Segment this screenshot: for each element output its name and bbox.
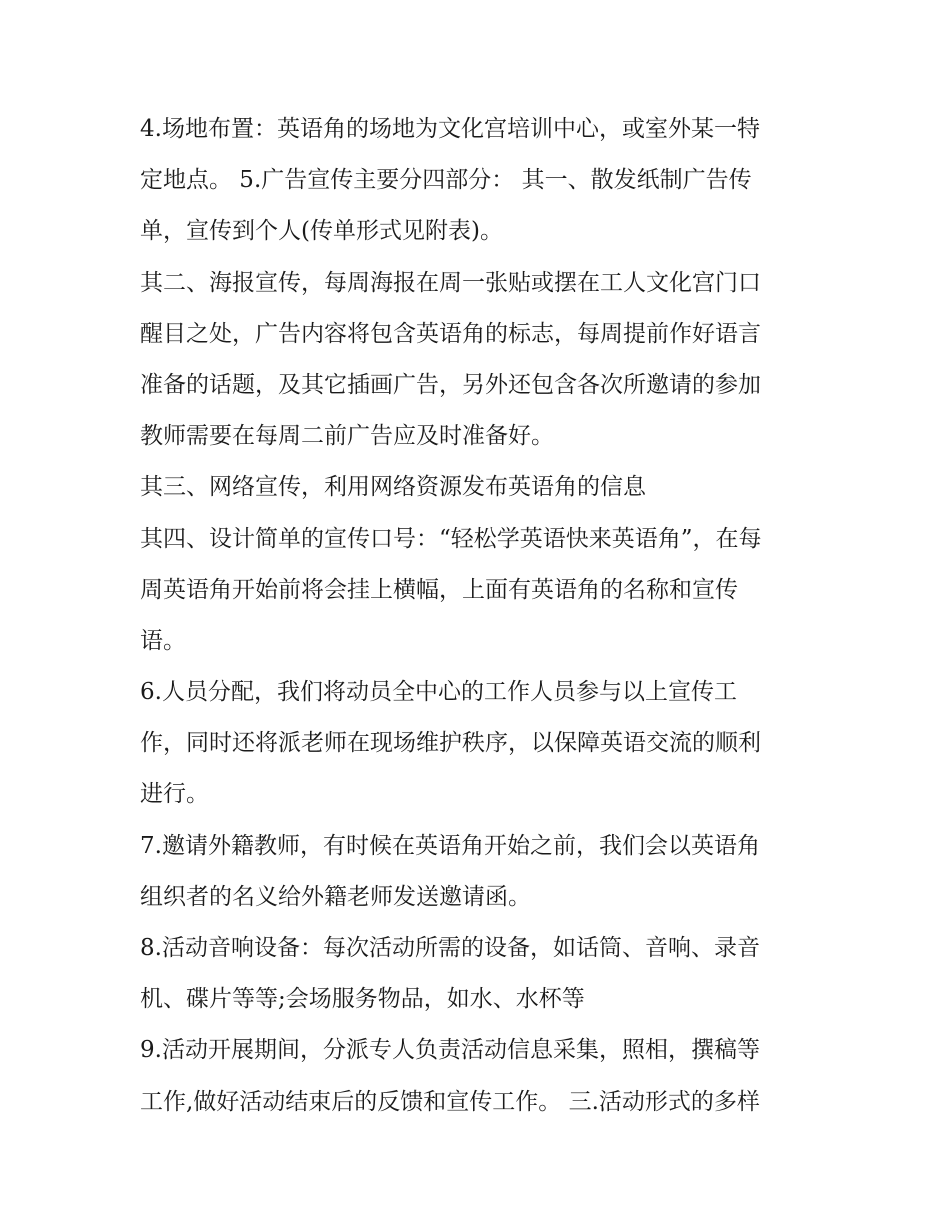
text-line: 作，同时还将派老师在现场维护秩序，以保障英语交流的顺利 [140, 730, 761, 757]
text-line: 其三、网络宣传，利用网络资源发布英语角的信息 [140, 474, 646, 501]
document-body [140, 104, 820, 1128]
text-line: 工作,做好活动结束后的反馈和宣传工作。 三.活动形式的多样 [140, 1088, 760, 1115]
text-line: 语。 [140, 627, 186, 654]
text-line: 准备的话题，及其它插画广告，另外还包含各次所邀请的参加 [140, 371, 761, 398]
text-line: 机、碟片等等;会场服务物品，如水、水杯等 [140, 986, 585, 1013]
text-line: 7.邀请外籍教师，有时候在英语角开始之前，我们会以英语角 [140, 832, 760, 859]
text-line: 单，宣传到个人(传单形式见附表)。 [140, 218, 503, 245]
text-line: 6.人员分配，我们将动员全中心的工作人员参与以上宣传工 [140, 679, 737, 706]
text-line: 其四、设计简单的宣传口号：“轻松学英语快来英语角”，在每 [140, 525, 762, 552]
text-line: 9.活动开展期间，分派专人负责活动信息采集，照相，撰稿等 [140, 1037, 760, 1064]
text-line: 4.场地布置：英语角的场地为文化宫培训中心，或室外某一特 [140, 116, 760, 142]
text-line: 周英语角开始前将会挂上横幅，上面有英语角的名称和宣传 [140, 576, 738, 603]
text-line: 组织者的名义给外籍老师发送邀请函。 [140, 883, 531, 910]
text-line: 教师需要在每周二前广告应及时准备好。 [140, 423, 554, 450]
text-line: 定地点。 5.广告宣传主要分四部分： 其一、散发纸制广告传 [140, 167, 752, 194]
text-line: 其二、海报宣传，每周海报在周一张贴或摆在工人文化宫门口 [140, 269, 761, 296]
text-line: 进行。 [140, 781, 209, 808]
text-line: 8.活动音响设备：每次活动所需的设备，如话筒、音响、录音 [140, 935, 760, 961]
text-line: 醒目之处，广告内容将包含英语角的标志，每周提前作好语言 [140, 320, 761, 347]
